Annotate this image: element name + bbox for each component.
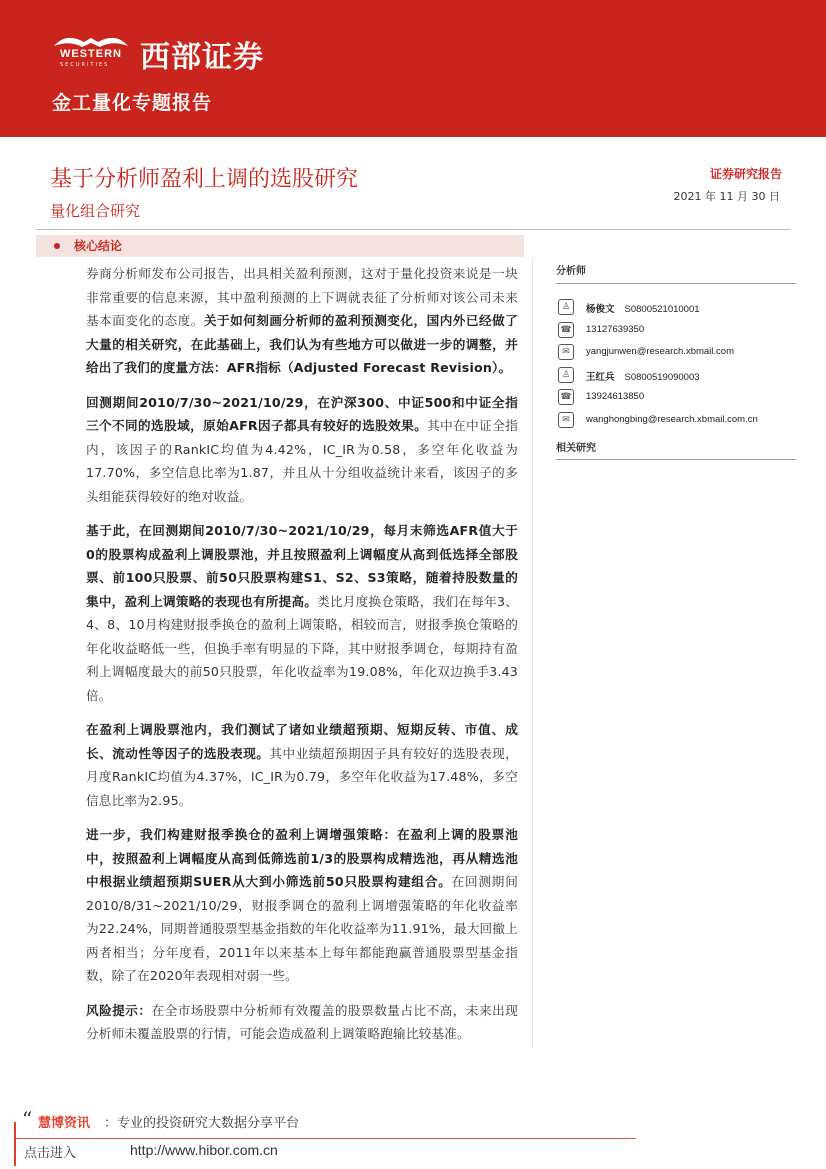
logo-english-sub: SECURITIES	[60, 62, 110, 68]
paragraph-emphasis: 在盈利上调股票池内，我们测试了诸如业绩超预期、短期反转、市值、成长、流动性等因子的选股表现。	[86, 722, 518, 761]
paragraph-3	[86, 519, 518, 707]
paragraph-text: 其中业绩超预期因子具有较好的选股表现，月度RankIC均值为4.37%，IC_IR为0.79，多空年化收益为17.48%，多空信息比率为2.95。	[86, 745, 518, 808]
report-series: 金工量化专题报告	[52, 92, 213, 114]
person-icon: ♙	[558, 367, 574, 383]
paragraph-emphasis: 回测期间2010/7/30~2021/10/29，在沪深300、中证500和中证全指三个不同的选股域，原始AFR因子都具有较好的选股效果。	[86, 394, 518, 433]
paragraph-text: 类比月度换仓策略，我们在每年3、4、8、10月构建财报季换仓的盈利上调策略，相较而言，财报季换仓策略的年化收益略低一些，但换手率有明显的下降，其中财报季调仓，每期持有盈利上调幅度最大的前50只股票，年化收益率为19.08%，年化双边换手3.43倍。	[86, 593, 518, 703]
person-icon: ♙	[558, 299, 574, 315]
title-divider	[36, 229, 790, 230]
report-date: 2021 年 11 月 30 日	[673, 190, 780, 203]
logo-english-name: WESTERN	[60, 48, 122, 60]
footer-brand[interactable]: 慧博资讯	[38, 1116, 91, 1131]
analyst-cert-no: S0800519090003	[624, 371, 700, 383]
mail-icon: ✉	[558, 344, 574, 360]
report-title: 基于分析师盈利上调的选股研究	[50, 167, 359, 192]
paragraph-5	[86, 823, 518, 988]
paragraph-emphasis: 关于如何刻画分析师的盈利预测变化，国内外已经做了大量的相关研究，在此基础上，我们认为有些地方可以做进一步的调整，并给出了我们的度量方法：AFR指标（Adjusted Forecast Revision）。	[86, 313, 518, 375]
paragraph-text: 券商分析师发布公司报告，出具相关盈利预测，这对于量化投资来说是一块非常重要的信息来源，其中盈利预测的上下调就表征了分析师对该公司未来基本面变化的态度。	[86, 266, 518, 328]
footer-url-link[interactable]: http://www.hibor.com.cn	[130, 1142, 278, 1158]
report-type: 证券研究报告	[709, 167, 782, 181]
paragraph-2	[86, 391, 518, 509]
footer-enter-label[interactable]: 点击进入	[24, 1146, 77, 1161]
paragraph-emphasis: 进一步，我们构建财报季换仓的盈利上调增强策略：在盈利上调的股票池中，按照盈利上调幅度从高到低筛选前1/3的股票构成精选池，再从精选池中根据业绩超预期SUER从大到小筛选前50只股票构建组合。	[86, 827, 518, 889]
analyst-contact-row	[556, 296, 796, 319]
analyst-contact-row	[556, 364, 796, 387]
bullet-dot-icon	[54, 243, 60, 249]
phone-icon: ☎	[558, 322, 574, 338]
key-conclusion-header	[36, 235, 524, 257]
conclusion-body	[86, 262, 518, 1057]
analyst-cert-no: S0800521010001	[624, 304, 700, 315]
paragraph-4	[86, 718, 518, 812]
analyst-phone: 13924613850	[586, 391, 645, 402]
quote-mark-icon: “	[22, 1107, 33, 1131]
analyst-phone: 13127639350	[586, 323, 645, 335]
footer-slogan: ：专业的投资研究大数据分享平台	[104, 1116, 300, 1131]
brand-name: 西部证券	[140, 40, 264, 75]
paragraph-1	[86, 262, 518, 380]
risk-label: 风险提示：	[86, 1002, 152, 1018]
analyst-email-link[interactable]: yangjunwen@research.xbmail.com	[586, 346, 734, 357]
paragraph-text: 其中在中证全指内，该因子的RankIC均值为4.42%，IC_IR为0.58，多空年化收益为17.70%，多空信息比率为1.87，并且从十分组收益统计来看，该因子的多头组能获得较好的绝对收益。	[86, 418, 519, 504]
analyst-email-link[interactable]: wanghongbing@research.xbmail.com.cn	[586, 413, 758, 425]
analyst-contact-row	[556, 386, 796, 409]
related-research-heading: 相关研究	[556, 437, 796, 460]
paragraph-emphasis: 基于此，在回测期间2010/7/30~2021/10/29，每月末筛选AFR值大于0的股票构成盈利上调股票池，并且按照盈利上调幅度从高到低选择全部股票、前100只股票、前50只股票构建S1、S2、S3策略，随着持股数量的集中，盈利上调策略的表现也有所提高。	[86, 523, 518, 609]
mail-icon: ✉	[558, 412, 574, 428]
phone-icon: ☎	[558, 389, 574, 405]
risk-warning	[86, 999, 518, 1046]
analyst-name: 杨俊文	[586, 304, 615, 315]
report-header-band	[0, 0, 826, 137]
analyst-contact-row	[556, 319, 796, 342]
report-subtitle: 量化组合研究	[50, 202, 141, 220]
column-divider	[532, 258, 533, 1048]
paragraph-text: 在回测期间2010/8/31~2021/10/29，财报季调仓的盈利上调增强策略的年化收益率为22.24%，同期普通股票型基金指数的年化收益率为11.91%，最大回撤上两者相当；分年度看，2011年以来基本上每年都能跑赢普通股票型基金指数，除了在2020年表现相对弱一些。	[86, 874, 518, 983]
western-securities-logo	[36, 30, 296, 80]
analyst-heading: 分析师	[556, 258, 796, 284]
section-label: 核心结论	[74, 239, 123, 253]
analyst-contact-row	[556, 341, 796, 364]
analyst-name: 王红兵	[586, 371, 615, 383]
analyst-panel	[556, 258, 796, 460]
risk-text: 在全市场股票中分析师有效覆盖的股票数量占比不高，未来出现分析师未覆盖股票的行情，可能会造成盈利上调策略跑输比较基准。	[86, 1002, 518, 1041]
footer-divider	[16, 1138, 636, 1139]
footer-accent-bar	[14, 1122, 16, 1166]
analyst-contact-row	[556, 409, 796, 432]
